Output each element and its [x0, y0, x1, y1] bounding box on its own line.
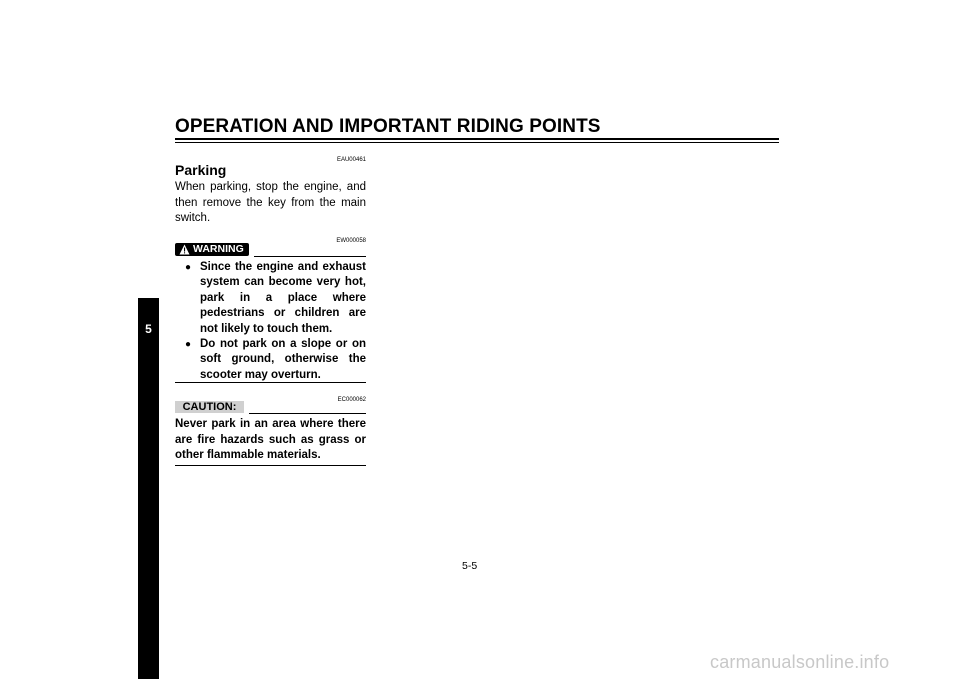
caution-text: Never park in an area where there are fire hazards such as grass or other flammable materials. — [175, 418, 366, 461]
section-title: Parking — [175, 162, 227, 178]
warning-badge — [175, 243, 249, 256]
bullet-dot-icon: ● — [185, 262, 192, 273]
chapter-tab — [138, 298, 159, 679]
caution-header-rule — [249, 413, 366, 414]
parking-code: EAU00461 — [336, 157, 366, 163]
caution-code: EC000062 — [337, 397, 366, 403]
caution-badge: CAUTION: — [175, 401, 244, 413]
watermark: carmanualsonline.info — [710, 652, 890, 672]
bullet-dot-icon: ● — [185, 339, 192, 351]
warning-list — [185, 260, 366, 383]
warning-triangle-icon — [179, 244, 190, 255]
warning-label: WARNING — [193, 243, 244, 255]
page-header-title: OPERATION AND IMPORTANT RIDING POINTS — [175, 116, 601, 137]
list-item — [185, 337, 366, 383]
warning-end-rule — [175, 382, 366, 383]
warning-header-rule — [254, 256, 366, 257]
warning-item-text: Since the engine and exhaust system can become very hot, park in a place where pedestrians or children are not likely to touch them. — [200, 261, 366, 335]
parking-instructions: When parking, stop the engine, and then remove the key from the main switch. — [175, 181, 366, 224]
caution-end-rule — [175, 465, 366, 466]
warning-code: EW000058 — [336, 238, 366, 244]
header-rule-thin — [175, 142, 779, 143]
page-number: 5-5 — [462, 560, 478, 572]
list-item — [185, 260, 366, 337]
header-rule-thick — [175, 138, 779, 140]
warning-item-text: Do not park on a slope or on soft ground, otherwise the scooter may overturn. — [200, 338, 366, 381]
chapter-number: 5 — [145, 322, 152, 336]
